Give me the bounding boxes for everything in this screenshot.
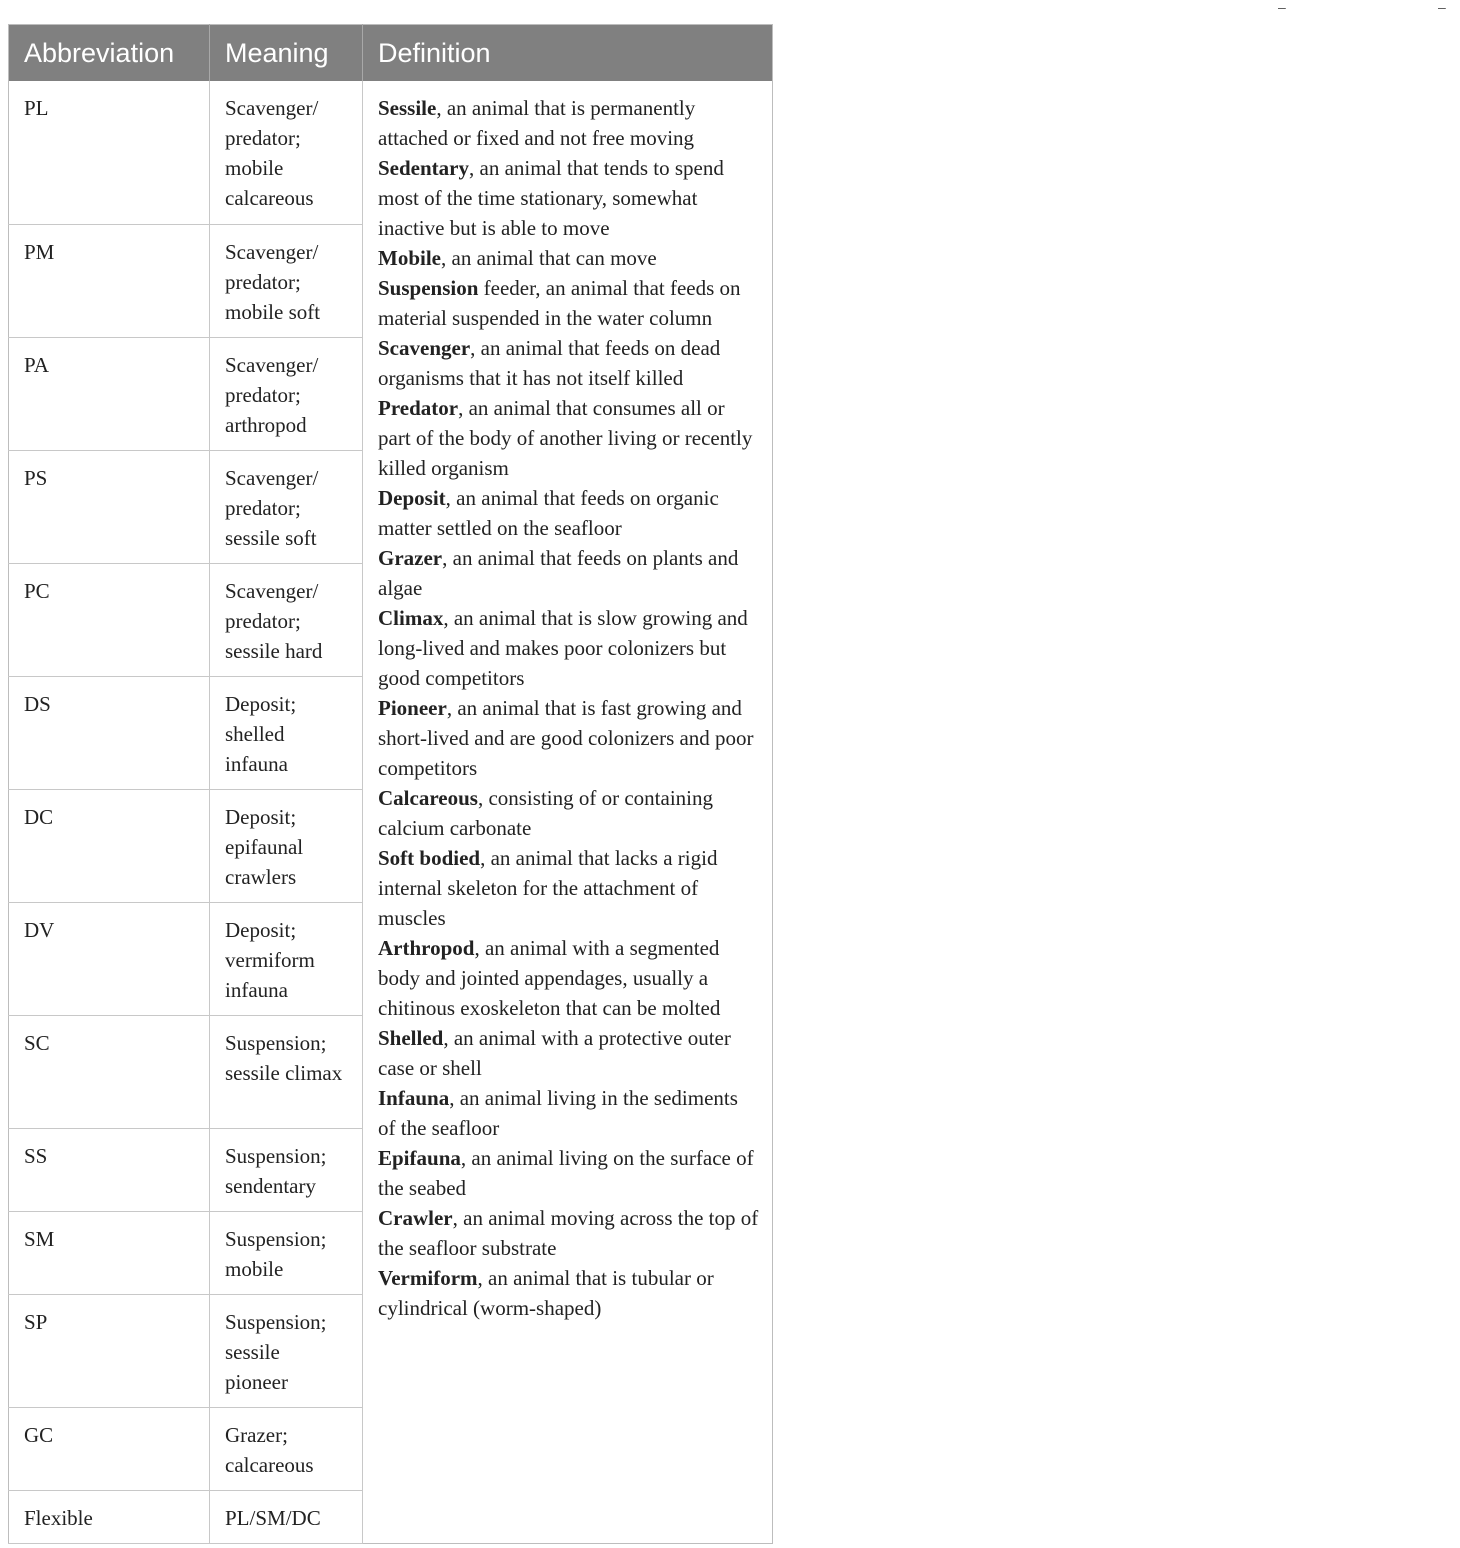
definition-term: Grazer bbox=[378, 546, 443, 570]
meaning-text: Suspension; sessile pioneer bbox=[225, 1309, 327, 1394]
abbreviation-cell bbox=[9, 1294, 210, 1407]
abbreviation-text: SC bbox=[24, 1030, 50, 1055]
abbreviation-text: GC bbox=[24, 1422, 54, 1447]
definition-text: , an animal that can move bbox=[441, 246, 657, 270]
definition-entry bbox=[378, 93, 760, 153]
meaning-text: Suspension; sessile climax bbox=[225, 1030, 343, 1085]
meaning-text: Suspension; sendentary bbox=[225, 1143, 327, 1198]
meaning-text: Deposit; vermiform infauna bbox=[225, 917, 315, 1002]
definition-text: , an animal that feeds on dead organisms that it has not itself killed bbox=[378, 336, 721, 390]
definition-term: Soft bodied bbox=[378, 846, 481, 870]
meaning-cell bbox=[210, 224, 363, 337]
meaning-cell bbox=[210, 337, 363, 450]
header-definition: Definition bbox=[363, 25, 773, 82]
glossary-table bbox=[8, 24, 773, 1544]
abbreviation-text: PS bbox=[24, 465, 48, 490]
definition-entry bbox=[378, 1143, 760, 1203]
definition-term: Suspension bbox=[378, 276, 479, 300]
abbreviation-cell bbox=[9, 337, 210, 450]
meaning-text: Scavenger/ predator; sessile soft bbox=[225, 465, 319, 550]
definition-entry bbox=[378, 153, 760, 243]
definition-entry bbox=[378, 483, 760, 543]
abbreviation-cell bbox=[9, 1490, 210, 1543]
meaning-cell bbox=[210, 1211, 363, 1294]
definition-term: Arthropod bbox=[378, 936, 475, 960]
definition-text: , an animal living on the surface of the seabed bbox=[378, 1146, 754, 1200]
abbreviation-text: SM bbox=[24, 1226, 55, 1251]
abbreviation-text: SP bbox=[24, 1309, 48, 1334]
abbreviation-cell bbox=[9, 563, 210, 676]
corner-mark-right: – bbox=[1438, 0, 1446, 15]
definition-text: , an animal living in the sediments of the seafloor bbox=[378, 1086, 738, 1140]
abbreviation-cell bbox=[9, 1128, 210, 1211]
meaning-cell bbox=[210, 902, 363, 1015]
meaning-text: Scavenger/ predator; arthropod bbox=[225, 352, 319, 437]
definition-entry bbox=[378, 243, 760, 273]
definition-term: Calcareous bbox=[378, 786, 478, 810]
definition-term: Infauna bbox=[378, 1086, 450, 1110]
meaning-cell bbox=[210, 1294, 363, 1407]
definition-text: , an animal moving across the top of the seafloor substrate bbox=[378, 1206, 759, 1260]
abbreviation-cell bbox=[9, 81, 210, 224]
definition-entry bbox=[378, 1083, 760, 1143]
meaning-cell bbox=[210, 1490, 363, 1543]
definition-text: , an animal that feeds on plants and algae bbox=[378, 546, 739, 600]
meaning-text: PL/SM/DC bbox=[225, 1505, 321, 1530]
definition-cell bbox=[363, 81, 773, 1543]
meaning-cell bbox=[210, 450, 363, 563]
meaning-cell bbox=[210, 1128, 363, 1211]
meaning-cell bbox=[210, 81, 363, 224]
definition-text: feeder, an animal that feeds on material suspended in the water column bbox=[378, 276, 741, 330]
definition-term: Deposit bbox=[378, 486, 446, 510]
definition-entry bbox=[378, 603, 760, 693]
meaning-text: Scavenger/ predator; mobile calcareous bbox=[225, 96, 319, 210]
corner-mark-left: – bbox=[1278, 0, 1286, 15]
meaning-cell bbox=[210, 1407, 363, 1490]
meaning-cell bbox=[210, 676, 363, 789]
abbreviation-cell bbox=[9, 676, 210, 789]
meaning-cell bbox=[210, 789, 363, 902]
meaning-text: Grazer; calcareous bbox=[225, 1422, 314, 1477]
definition-term: Mobile bbox=[378, 246, 441, 270]
definition-text: , an animal with a protective outer case or shell bbox=[378, 1026, 731, 1080]
abbreviation-text: DS bbox=[24, 691, 51, 716]
definition-entry bbox=[378, 783, 760, 843]
definition-term: Vermiform bbox=[378, 1266, 478, 1290]
definition-text: , an animal that tends to spend most of the time stationary, somewhat inactive but is able to move bbox=[378, 156, 724, 240]
definition-text: , an animal that lacks a rigid internal skeleton for the attachment of muscles bbox=[378, 846, 718, 930]
definition-entry bbox=[378, 543, 760, 603]
definition-term: Sessile bbox=[378, 96, 437, 120]
abbreviation-cell bbox=[9, 224, 210, 337]
definition-entry bbox=[378, 933, 760, 1023]
abbreviation-text: Flexible bbox=[24, 1505, 93, 1530]
table-header bbox=[9, 25, 773, 82]
definition-entry bbox=[378, 1203, 760, 1263]
table-row bbox=[9, 81, 773, 224]
definition-entry bbox=[378, 693, 760, 783]
abbreviation-cell bbox=[9, 1211, 210, 1294]
definition-term: Climax bbox=[378, 606, 444, 630]
definition-text: , an animal that is permanently attached or fixed and not free moving bbox=[378, 96, 696, 150]
definition-entry bbox=[378, 843, 760, 933]
definition-entry bbox=[378, 393, 760, 483]
abbreviation-text: SS bbox=[24, 1143, 48, 1168]
header-row bbox=[9, 25, 773, 82]
definition-text: , consisting of or containing calcium carbonate bbox=[378, 786, 713, 840]
definition-entry bbox=[378, 1263, 760, 1323]
meaning-cell bbox=[210, 563, 363, 676]
abbreviation-cell bbox=[9, 1015, 210, 1128]
definition-text: , an animal that is slow growing and long-lived and makes poor colonizers but good competitors bbox=[378, 606, 748, 690]
abbreviation-text: PL bbox=[24, 96, 49, 120]
abbreviation-cell bbox=[9, 1407, 210, 1490]
abbreviation-text: PM bbox=[24, 239, 55, 264]
meaning-text: Scavenger/ predator; sessile hard bbox=[225, 578, 323, 663]
abbreviation-text: PC bbox=[24, 578, 50, 603]
definition-term: Epifauna bbox=[378, 1146, 461, 1170]
meaning-cell bbox=[210, 1015, 363, 1128]
abbreviation-cell bbox=[9, 902, 210, 1015]
meaning-text: Deposit; epifaunal crawlers bbox=[225, 804, 304, 889]
meaning-text: Scavenger/ predator; mobile soft bbox=[225, 239, 321, 324]
definition-text: , an animal that is fast growing and short-lived and are good colonizers and poor competitors bbox=[378, 696, 754, 780]
abbreviation-cell bbox=[9, 450, 210, 563]
header-abbreviation: Abbreviation bbox=[9, 25, 210, 82]
header-meaning: Meaning bbox=[210, 25, 363, 82]
definition-term: Predator bbox=[378, 396, 459, 420]
meaning-text: Suspension; mobile bbox=[225, 1226, 327, 1281]
definition-term: Shelled bbox=[378, 1026, 444, 1050]
definition-text: , an animal that feeds on organic matter settled on the seafloor bbox=[378, 486, 719, 540]
abbreviation-text: DC bbox=[24, 804, 54, 829]
table-body bbox=[9, 81, 773, 1543]
definition-text: , an animal with a segmented body and jointed appendages, usually a chitinous exoskeleton that can be molted bbox=[378, 936, 721, 1020]
meaning-text: Deposit; shelled infauna bbox=[225, 691, 297, 776]
definition-term: Crawler bbox=[378, 1206, 453, 1230]
abbreviation-cell bbox=[9, 789, 210, 902]
definition-entry bbox=[378, 333, 760, 393]
definition-term: Pioneer bbox=[378, 696, 447, 720]
definition-text: , an animal that consumes all or part of the body of another living or recently killed organism bbox=[378, 396, 753, 480]
abbreviation-text: PA bbox=[24, 352, 49, 377]
definition-entry bbox=[378, 273, 760, 333]
definition-term: Sedentary bbox=[378, 156, 469, 180]
definition-entry bbox=[378, 1023, 760, 1083]
definition-text: , an animal that is tubular or cylindrical (worm-shaped) bbox=[378, 1266, 714, 1320]
definition-term: Scavenger bbox=[378, 336, 471, 360]
abbreviation-text: DV bbox=[24, 917, 55, 942]
